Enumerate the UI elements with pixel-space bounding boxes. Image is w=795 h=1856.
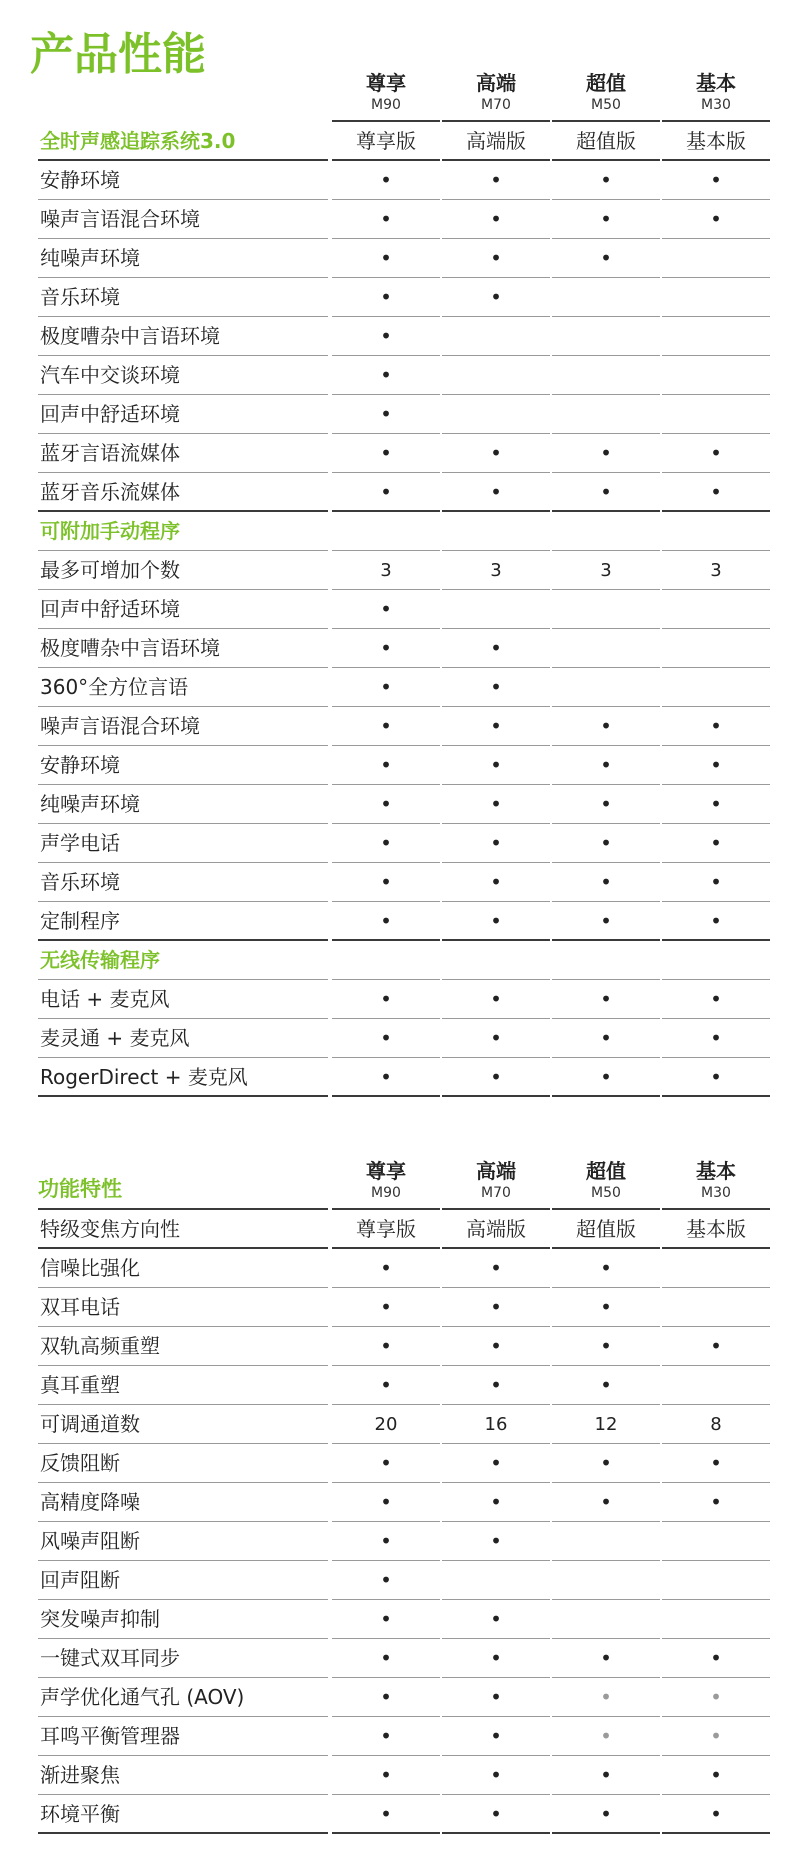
support-dot-m70: • — [442, 1522, 550, 1561]
support-dot-m50: • — [552, 1019, 660, 1058]
value-cell-m30 — [662, 1522, 770, 1561]
table-row — [38, 1444, 770, 1483]
table-row — [38, 395, 770, 434]
value-cell-m50 — [552, 1600, 660, 1639]
tier-model: M70 — [481, 97, 511, 113]
value-cell-m30 — [662, 668, 770, 707]
section-title: 功能特性 — [38, 1177, 122, 1201]
support-dot-m90: • — [332, 1678, 440, 1717]
support-dot-m70: • — [442, 434, 550, 473]
feature-label: 环境平衡 — [38, 1795, 328, 1834]
support-dot-m90: • — [332, 1795, 440, 1834]
support-dot-m50: • — [552, 1678, 660, 1717]
support-dot-m70: • — [442, 707, 550, 746]
support-dot-m90: • — [332, 1327, 440, 1366]
support-dot-m90: • — [332, 1366, 440, 1405]
support-dot-m30: • — [662, 746, 770, 785]
table-row — [38, 668, 770, 707]
table-row — [38, 434, 770, 473]
value-cell-m30 — [662, 239, 770, 278]
support-dot-m90: • — [332, 278, 440, 317]
feature-label: 声学优化通气孔 (AOV) — [38, 1678, 328, 1717]
feature-label: 回声中舒适环境 — [38, 590, 328, 629]
support-dot-m50: • — [552, 980, 660, 1019]
feature-label: 风噪声阻断 — [38, 1522, 328, 1561]
section-header-row — [38, 512, 770, 551]
value-cell-m50 — [552, 512, 660, 551]
tier-model: M70 — [481, 1185, 511, 1201]
value-cell-m50 — [552, 1522, 660, 1561]
support-dot-m30: • — [662, 473, 770, 512]
table-row — [38, 1522, 770, 1561]
table-row — [38, 1366, 770, 1405]
section-header-row — [38, 941, 770, 980]
tier-name: 超值 — [586, 1159, 626, 1183]
support-dot-m90: • — [332, 395, 440, 434]
feature-label: 360°全方位言语 — [38, 668, 328, 707]
tier-header-m70 — [442, 1158, 550, 1210]
support-dot-m90: • — [332, 317, 440, 356]
support-dot-m70: • — [442, 824, 550, 863]
feature-label: 噪声言语混合环境 — [38, 707, 328, 746]
tier-header-m30 — [662, 1158, 770, 1210]
support-dot-m30: • — [662, 434, 770, 473]
feature-label: 安静环境 — [38, 746, 328, 785]
support-dot-m30: • — [662, 980, 770, 1019]
support-dot-m90: • — [332, 707, 440, 746]
support-dot-m30: • — [662, 707, 770, 746]
value-cell-m70 — [442, 512, 550, 551]
tier-name: 基本 — [696, 1159, 736, 1183]
support-dot-m90: • — [332, 1444, 440, 1483]
support-dot-m90: • — [332, 356, 440, 395]
section-title: 全时声感追踪系统3.0 — [38, 122, 328, 161]
table-row — [38, 1405, 770, 1444]
feature-label: 反馈阻断 — [38, 1444, 328, 1483]
support-dot-m70: • — [442, 1019, 550, 1058]
support-dot-m70: • — [442, 785, 550, 824]
value-cell-m50: 超值版 — [552, 1210, 660, 1249]
support-dot-m30: • — [662, 1795, 770, 1834]
feature-label: 耳鸣平衡管理器 — [38, 1717, 328, 1756]
support-dot-m90: • — [332, 629, 440, 668]
support-dot-m70: • — [442, 1756, 550, 1795]
value-cell-m90: 尊享版 — [332, 1210, 440, 1249]
support-dot-m50: • — [552, 1444, 660, 1483]
value-cell-m70 — [442, 590, 550, 629]
table-row — [38, 239, 770, 278]
support-dot-m90: • — [332, 746, 440, 785]
value-cell-m30: 8 — [662, 1405, 770, 1444]
support-dot-m70: • — [442, 1639, 550, 1678]
feature-label: 电话 + 麦克风 — [38, 980, 328, 1019]
value-cell-m90 — [332, 941, 440, 980]
table-row — [38, 1756, 770, 1795]
table-row — [38, 1483, 770, 1522]
support-dot-m50: • — [552, 161, 660, 200]
table-row — [38, 317, 770, 356]
value-cell-m50 — [552, 395, 660, 434]
support-dot-m90: • — [332, 1483, 440, 1522]
table-row — [38, 1058, 770, 1097]
support-dot-m70: • — [442, 1483, 550, 1522]
value-cell-m50 — [552, 1561, 660, 1600]
feature-label: 蓝牙音乐流媒体 — [38, 473, 328, 512]
support-dot-m90: • — [332, 863, 440, 902]
table-body — [38, 122, 770, 1097]
value-cell-m30 — [662, 1249, 770, 1288]
value-cell-m50 — [552, 590, 660, 629]
support-dot-m90: • — [332, 200, 440, 239]
section-header-row — [38, 122, 770, 161]
support-dot-m70: • — [442, 1444, 550, 1483]
value-cell-m70 — [442, 941, 550, 980]
support-dot-m90: • — [332, 1717, 440, 1756]
support-dot-m90: • — [332, 785, 440, 824]
tier-name: 高端 — [476, 71, 516, 95]
support-dot-m30: • — [662, 1483, 770, 1522]
value-cell-m30: 基本版 — [662, 1210, 770, 1249]
value-cell-m70 — [442, 356, 550, 395]
support-dot-m90: • — [332, 824, 440, 863]
support-dot-m70: • — [442, 1795, 550, 1834]
tier-header-row — [38, 70, 770, 122]
value-cell-m50 — [552, 629, 660, 668]
feature-label: 高精度降噪 — [38, 1483, 328, 1522]
support-dot-m30: • — [662, 1639, 770, 1678]
support-dot-m70: • — [442, 473, 550, 512]
value-cell-m30 — [662, 278, 770, 317]
support-dot-m70: • — [442, 1717, 550, 1756]
value-cell-m90: 20 — [332, 1405, 440, 1444]
table-body — [38, 1210, 770, 1834]
feature-label: 可调通道数 — [38, 1405, 328, 1444]
feature-label: 纯噪声环境 — [38, 785, 328, 824]
support-dot-m90: • — [332, 1522, 440, 1561]
feature-label: 极度嘈杂中言语环境 — [38, 629, 328, 668]
support-dot-m50: • — [552, 1288, 660, 1327]
value-cell-m70: 高端版 — [442, 122, 550, 161]
support-dot-m90: • — [332, 1288, 440, 1327]
table-row — [38, 785, 770, 824]
feature-label: 双轨高频重塑 — [38, 1327, 328, 1366]
support-dot-m70: • — [442, 1678, 550, 1717]
feature-label: 音乐环境 — [38, 278, 328, 317]
value-cell-m50 — [552, 278, 660, 317]
support-dot-m70: • — [442, 902, 550, 941]
value-cell-m50: 3 — [552, 551, 660, 590]
value-cell-m70: 高端版 — [442, 1210, 550, 1249]
table-row — [38, 590, 770, 629]
support-dot-m30: • — [662, 1327, 770, 1366]
tier-model: M90 — [371, 1185, 401, 1201]
section-title: 可附加手动程序 — [38, 512, 328, 551]
section-header — [38, 1174, 328, 1210]
value-cell-m30 — [662, 512, 770, 551]
support-dot-m70: • — [442, 1600, 550, 1639]
value-cell-m30 — [662, 1600, 770, 1639]
support-dot-m50: • — [552, 1717, 660, 1756]
support-dot-m50: • — [552, 1639, 660, 1678]
features-table — [38, 1158, 770, 1834]
tier-header-m90 — [332, 70, 440, 122]
support-dot-m30: • — [662, 1717, 770, 1756]
support-dot-m50: • — [552, 200, 660, 239]
support-dot-m50: • — [552, 1058, 660, 1097]
support-dot-m70: • — [442, 863, 550, 902]
support-dot-m70: • — [442, 1249, 550, 1288]
table-row — [38, 1249, 770, 1288]
tier-model: M50 — [591, 97, 621, 113]
table-row — [38, 1019, 770, 1058]
feature-label: 麦灵通 + 麦克风 — [38, 1019, 328, 1058]
support-dot-m50: • — [552, 1366, 660, 1405]
feature-label: 极度嘈杂中言语环境 — [38, 317, 328, 356]
support-dot-m50: • — [552, 1756, 660, 1795]
table-row — [38, 824, 770, 863]
tier-header-row — [38, 1158, 770, 1210]
tier-model: M30 — [701, 97, 731, 113]
support-dot-m50: • — [552, 473, 660, 512]
support-dot-m70: • — [442, 239, 550, 278]
value-cell-m50: 12 — [552, 1405, 660, 1444]
value-cell-m70 — [442, 395, 550, 434]
feature-label: 定制程序 — [38, 902, 328, 941]
feature-label: 特级变焦方向性 — [38, 1210, 328, 1249]
table-row — [38, 1639, 770, 1678]
support-dot-m30: • — [662, 1444, 770, 1483]
table-row — [38, 1600, 770, 1639]
feature-label: RogerDirect + 麦克风 — [38, 1058, 328, 1097]
support-dot-m30: • — [662, 902, 770, 941]
feature-label: 蓝牙言语流媒体 — [38, 434, 328, 473]
value-cell-m30: 3 — [662, 551, 770, 590]
support-dot-m30: • — [662, 824, 770, 863]
page-title: 产品性能 — [30, 29, 206, 80]
table-row — [38, 200, 770, 239]
tier-name: 超值 — [586, 71, 626, 95]
feature-label: 回声中舒适环境 — [38, 395, 328, 434]
feature-label: 渐进聚焦 — [38, 1756, 328, 1795]
support-dot-m50: • — [552, 239, 660, 278]
table-row — [38, 980, 770, 1019]
support-dot-m50: • — [552, 863, 660, 902]
support-dot-m70: • — [442, 1288, 550, 1327]
support-dot-m70: • — [442, 278, 550, 317]
table-row — [38, 1327, 770, 1366]
support-dot-m70: • — [442, 161, 550, 200]
value-cell-m50 — [552, 317, 660, 356]
support-dot-m50: • — [552, 785, 660, 824]
support-dot-m70: • — [442, 980, 550, 1019]
support-dot-m70: • — [442, 629, 550, 668]
tier-header-m90 — [332, 1158, 440, 1210]
support-dot-m50: • — [552, 902, 660, 941]
value-cell-m30 — [662, 1288, 770, 1327]
support-dot-m50: • — [552, 707, 660, 746]
support-dot-m30: • — [662, 1756, 770, 1795]
support-dot-m90: • — [332, 1019, 440, 1058]
table-row — [38, 707, 770, 746]
value-cell-m70: 3 — [442, 551, 550, 590]
tier-header-m30 — [662, 70, 770, 122]
support-dot-m90: • — [332, 1249, 440, 1288]
support-dot-m90: • — [332, 590, 440, 629]
value-cell-m90 — [332, 512, 440, 551]
support-dot-m70: • — [442, 1366, 550, 1405]
support-dot-m90: • — [332, 980, 440, 1019]
value-cell-m50 — [552, 941, 660, 980]
tier-name: 基本 — [696, 71, 736, 95]
tier-header-m50 — [552, 1158, 660, 1210]
support-dot-m70: • — [442, 1058, 550, 1097]
table-row — [38, 902, 770, 941]
value-cell-m30 — [662, 941, 770, 980]
support-dot-m90: • — [332, 1058, 440, 1097]
value-cell-m30 — [662, 1366, 770, 1405]
support-dot-m90: • — [332, 239, 440, 278]
support-dot-m30: • — [662, 785, 770, 824]
support-dot-m50: • — [552, 1249, 660, 1288]
value-cell-m30 — [662, 317, 770, 356]
support-dot-m70: • — [442, 668, 550, 707]
value-cell-m30 — [662, 590, 770, 629]
support-dot-m30: • — [662, 1019, 770, 1058]
table-row — [38, 1210, 770, 1249]
table-row — [38, 551, 770, 590]
section-title: 无线传输程序 — [38, 941, 328, 980]
table-row — [38, 1678, 770, 1717]
tier-name: 高端 — [476, 1159, 516, 1183]
table-row — [38, 746, 770, 785]
feature-label: 音乐环境 — [38, 863, 328, 902]
tier-model: M30 — [701, 1185, 731, 1201]
table-row — [38, 1288, 770, 1327]
tier-name: 尊享 — [366, 1159, 406, 1183]
value-cell-m30: 基本版 — [662, 122, 770, 161]
table-row — [38, 473, 770, 512]
feature-label: 突发噪声抑制 — [38, 1600, 328, 1639]
support-dot-m90: • — [332, 1639, 440, 1678]
support-dot-m70: • — [442, 1327, 550, 1366]
value-cell-m50 — [552, 356, 660, 395]
feature-label: 汽车中交谈环境 — [38, 356, 328, 395]
value-cell-m90: 尊享版 — [332, 122, 440, 161]
value-cell-m50 — [552, 668, 660, 707]
tier-header-m70 — [442, 70, 550, 122]
support-dot-m90: • — [332, 473, 440, 512]
feature-label: 最多可增加个数 — [38, 551, 328, 590]
support-dot-m90: • — [332, 668, 440, 707]
feature-label: 信噪比强化 — [38, 1249, 328, 1288]
support-dot-m50: • — [552, 1327, 660, 1366]
support-dot-m30: • — [662, 863, 770, 902]
tier-model: M90 — [371, 97, 401, 113]
support-dot-m70: • — [442, 746, 550, 785]
value-cell-m30 — [662, 395, 770, 434]
support-dot-m90: • — [332, 1561, 440, 1600]
value-cell-m30 — [662, 629, 770, 668]
tier-name: 尊享 — [366, 71, 406, 95]
support-dot-m90: • — [332, 161, 440, 200]
feature-label: 声学电话 — [38, 824, 328, 863]
support-dot-m30: • — [662, 1058, 770, 1097]
support-dot-m50: • — [552, 434, 660, 473]
feature-label: 双耳电话 — [38, 1288, 328, 1327]
support-dot-m90: • — [332, 1600, 440, 1639]
table-row — [38, 863, 770, 902]
table-row — [38, 1561, 770, 1600]
value-cell-m30 — [662, 356, 770, 395]
feature-label: 一键式双耳同步 — [38, 1639, 328, 1678]
table-row — [38, 1795, 770, 1834]
support-dot-m50: • — [552, 746, 660, 785]
feature-label: 真耳重塑 — [38, 1366, 328, 1405]
table-row — [38, 1717, 770, 1756]
feature-label: 安静环境 — [38, 161, 328, 200]
product-performance-table — [38, 70, 770, 1097]
value-cell-m90: 3 — [332, 551, 440, 590]
value-cell-m70 — [442, 1561, 550, 1600]
table-row — [38, 356, 770, 395]
support-dot-m50: • — [552, 1483, 660, 1522]
support-dot-m30: • — [662, 1678, 770, 1717]
support-dot-m50: • — [552, 1795, 660, 1834]
value-cell-m30 — [662, 1561, 770, 1600]
value-cell-m50: 超值版 — [552, 122, 660, 161]
support-dot-m90: • — [332, 902, 440, 941]
table-row — [38, 161, 770, 200]
support-dot-m30: • — [662, 161, 770, 200]
feature-label: 噪声言语混合环境 — [38, 200, 328, 239]
table-row — [38, 278, 770, 317]
value-cell-m70 — [442, 317, 550, 356]
feature-label: 纯噪声环境 — [38, 239, 328, 278]
table-row — [38, 629, 770, 668]
support-dot-m90: • — [332, 1756, 440, 1795]
support-dot-m90: • — [332, 434, 440, 473]
support-dot-m70: • — [442, 200, 550, 239]
tier-header-m50 — [552, 70, 660, 122]
tier-model: M50 — [591, 1185, 621, 1201]
value-cell-m70: 16 — [442, 1405, 550, 1444]
support-dot-m30: • — [662, 200, 770, 239]
feature-label: 回声阻断 — [38, 1561, 328, 1600]
support-dot-m50: • — [552, 824, 660, 863]
